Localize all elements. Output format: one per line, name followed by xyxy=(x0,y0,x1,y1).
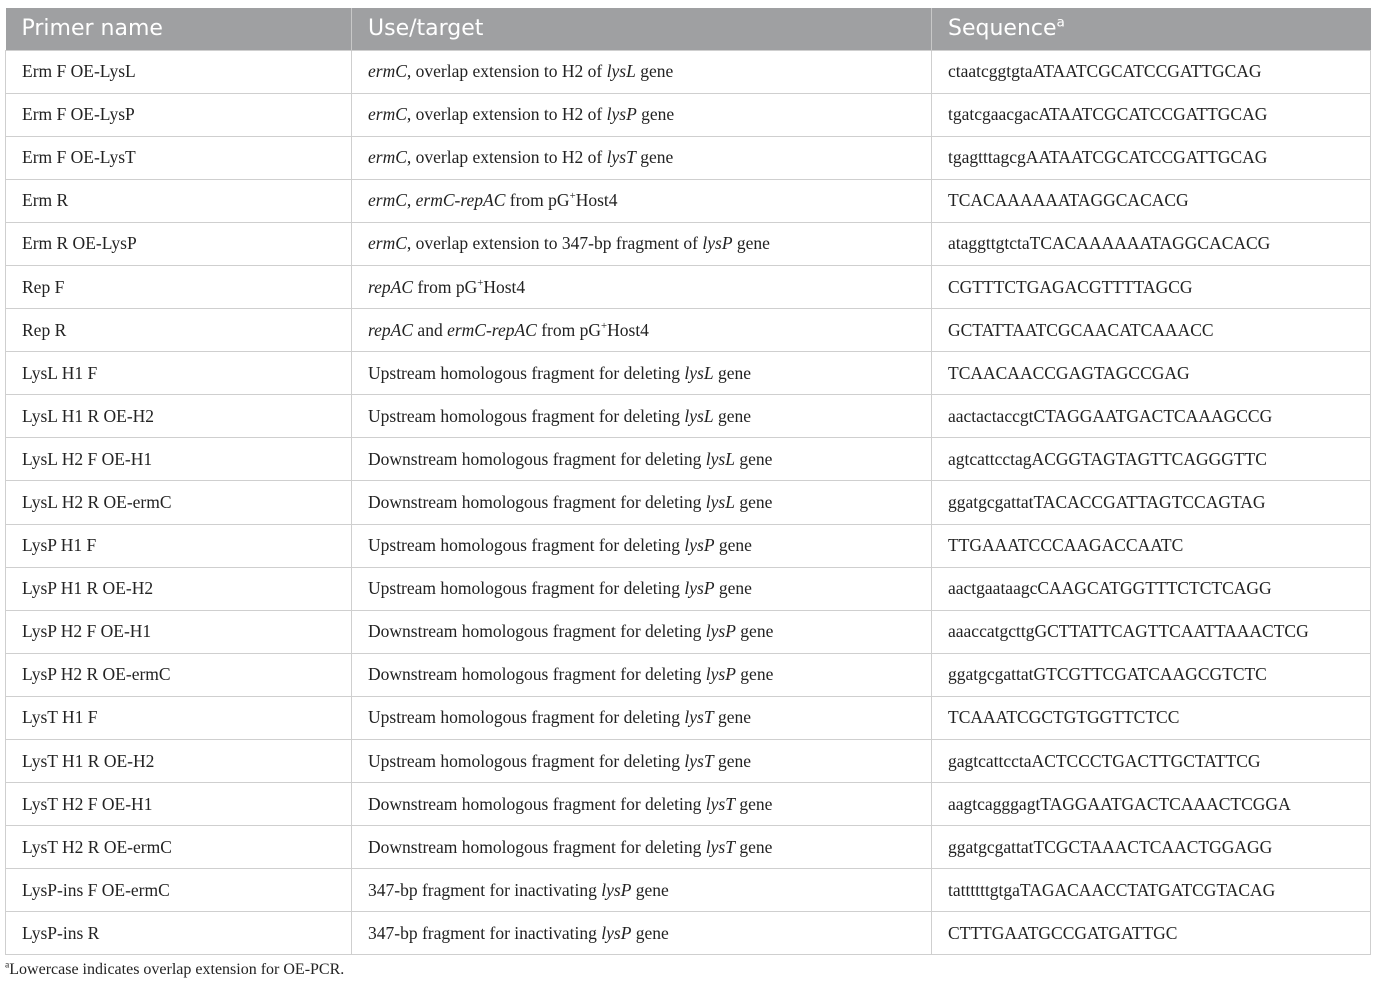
table-row xyxy=(6,50,1371,93)
use-text: Upstream homologous fragment for deleting xyxy=(368,362,685,383)
table-row xyxy=(6,567,1371,610)
use-text: and xyxy=(413,319,448,340)
use-target-cell xyxy=(352,395,932,438)
use-text: gene xyxy=(636,104,675,125)
use-text: Upstream homologous fragment for deleting xyxy=(368,535,685,556)
use-text: gene xyxy=(713,405,751,426)
gene-name-italic: lysL xyxy=(684,405,714,426)
header-use-target xyxy=(352,8,932,50)
header-primer-name xyxy=(6,8,352,50)
sequence-cell: aactgaataagcCAAGCATGGTTTCTCTCAGG xyxy=(932,567,1371,610)
primer-name-cell: LysT H1 F xyxy=(6,696,352,739)
use-target-cell xyxy=(352,610,932,653)
use-text: gene xyxy=(714,578,752,599)
gene-name-italic: lysT xyxy=(684,750,714,771)
gene-name-italic: ermC xyxy=(368,233,407,254)
use-text: gene xyxy=(734,836,773,857)
table-row xyxy=(6,309,1371,352)
use-text: Downstream homologous fragment for deleting xyxy=(368,793,706,814)
footnote-marker: a xyxy=(5,959,10,971)
table-row xyxy=(6,352,1371,395)
table-row xyxy=(6,136,1371,179)
use-target-cell xyxy=(352,783,932,826)
table-row xyxy=(6,438,1371,481)
use-text: gene xyxy=(734,448,773,469)
use-text: gene xyxy=(735,621,774,642)
use-text: , overlap extension to H2 of xyxy=(406,61,607,82)
sequence-cell: TCAACAACCGAGTAGCCGAG xyxy=(932,352,1371,395)
use-target-cell xyxy=(352,352,932,395)
primer-name-cell: LysP-ins F OE-ermC xyxy=(6,869,352,912)
use-target-cell xyxy=(352,826,932,869)
sequence-cell: tattttttgtgaTAGACAACCTATGATCGTACAG xyxy=(932,869,1371,912)
primer-name-cell: Erm R xyxy=(6,179,352,222)
gene-name-italic: lysP xyxy=(705,621,736,642)
sequence-cell: ggatgcgattatGTCGTTCGATCAAGCGTCTC xyxy=(932,653,1371,696)
gene-name-italic: lysT xyxy=(684,707,714,728)
primer-name-cell: LysP H1 R OE-H2 xyxy=(6,567,352,610)
use-target-cell xyxy=(352,696,932,739)
use-target-cell xyxy=(352,50,932,93)
gene-name-italic: lysP xyxy=(702,233,733,254)
use-text: Downstream homologous fragment for deleting xyxy=(368,664,706,685)
table-row xyxy=(6,179,1371,222)
use-target-cell xyxy=(352,653,932,696)
superscript: + xyxy=(601,319,608,332)
gene-name-italic: ermC-repAC xyxy=(447,319,537,340)
gene-name-italic: lysP xyxy=(606,104,637,125)
sequence-cell: CGTTTCTGAGACGTTTTAGCG xyxy=(932,265,1371,308)
superscript: + xyxy=(477,276,484,289)
header-use-target-label: Use/target xyxy=(368,16,484,42)
table-row xyxy=(6,395,1371,438)
use-text: Host4 xyxy=(483,276,526,297)
use-target-cell xyxy=(352,567,932,610)
use-target-cell xyxy=(352,136,932,179)
primer-name-cell: Erm R OE-LysP xyxy=(6,222,352,265)
use-text: , xyxy=(406,190,416,211)
use-text: Downstream homologous fragment for deleting xyxy=(368,491,706,512)
sequence-cell: ggatgcgattatTCGCTAAACTCAACTGGAGG xyxy=(932,826,1371,869)
use-target-cell xyxy=(352,869,932,912)
gene-name-italic: lysT xyxy=(705,836,735,857)
gene-name-italic: lysP xyxy=(684,535,715,556)
sequence-cell: aaaccatgcttgGCTTATTCAGTTCAATTAAACTCG xyxy=(932,610,1371,653)
use-text: gene xyxy=(631,922,669,943)
sequence-cell: aactactaccgtCTAGGAATGACTCAAAGCCG xyxy=(932,395,1371,438)
use-text: Upstream homologous fragment for deleting xyxy=(368,405,685,426)
primer-table xyxy=(5,8,1371,955)
table-row xyxy=(6,265,1371,308)
sequence-cell: CTTTGAATGCCGATGATTGC xyxy=(932,912,1371,955)
use-text: Host4 xyxy=(575,190,618,211)
primer-name-cell: Rep F xyxy=(6,265,352,308)
sequence-cell: agtcattcctagACGGTAGTAGTTCAGGGTTC xyxy=(932,438,1371,481)
use-target-cell xyxy=(352,265,932,308)
header-primer-name-label: Primer name xyxy=(21,16,163,42)
gene-name-italic: repAC xyxy=(368,319,414,340)
gene-name-italic: lysP xyxy=(601,879,632,900)
primer-name-cell: Erm F OE-LysL xyxy=(6,50,352,93)
use-text: gene xyxy=(713,750,751,771)
table-row xyxy=(6,610,1371,653)
use-text: Upstream homologous fragment for deleting xyxy=(368,707,685,728)
sequence-cell: GCTATTAATCGCAACATCAAACC xyxy=(932,309,1371,352)
use-text: gene xyxy=(635,147,674,168)
sequence-cell: TCAAATCGCTGTGGTTCTCC xyxy=(932,696,1371,739)
use-text: 347-bp fragment for inactivating xyxy=(368,879,602,900)
sequence-cell: ataggttgtctaTCACAAAAAATAGGCACACG xyxy=(932,222,1371,265)
primer-name-cell: Rep R xyxy=(6,309,352,352)
table-row xyxy=(6,740,1371,783)
sequence-cell: tgagtttagcgAATAATCGCATCCGATTGCAG xyxy=(932,136,1371,179)
table-body xyxy=(6,50,1371,955)
gene-name-italic: lysL xyxy=(705,491,735,512)
use-text: from pG xyxy=(505,190,570,211)
primer-name-cell: LysT H2 F OE-H1 xyxy=(6,783,352,826)
use-text: gene xyxy=(732,233,770,254)
gene-name-italic: lysL xyxy=(705,448,735,469)
use-text: Downstream homologous fragment for deleting xyxy=(368,621,706,642)
sequence-cell: ggatgcgattatTACACCGATTAGTCCAGTAG xyxy=(932,481,1371,524)
use-target-cell xyxy=(352,93,932,136)
use-text: gene xyxy=(735,664,774,685)
table-header-row xyxy=(6,8,1371,50)
header-sequence-label: Sequence xyxy=(948,16,1057,42)
primer-name-cell: LysL H2 F OE-H1 xyxy=(6,438,352,481)
use-text: from pG xyxy=(413,276,478,297)
table-row xyxy=(6,912,1371,955)
table-row xyxy=(6,826,1371,869)
gene-name-italic: lysP xyxy=(705,664,736,685)
use-text: from pG xyxy=(536,319,601,340)
use-text: , overlap extension to 347-bp fragment of xyxy=(406,233,703,254)
primer-name-cell: LysL H1 F xyxy=(6,352,352,395)
use-text: gene xyxy=(635,61,674,82)
use-target-cell xyxy=(352,179,932,222)
gene-name-italic: lysT xyxy=(705,793,735,814)
use-text: gene xyxy=(734,491,773,512)
table-row xyxy=(6,93,1371,136)
gene-name-italic: ermC-repAC xyxy=(415,190,506,211)
sequence-cell: TCACAAAAAATAGGCACACG xyxy=(932,179,1371,222)
header-sequence xyxy=(932,8,1371,50)
gene-name-italic: ermC xyxy=(368,61,407,82)
use-target-cell xyxy=(352,524,932,567)
footnote-text: Lowercase indicates overlap extension for OE-PCR. xyxy=(9,961,345,978)
use-text: gene xyxy=(713,362,751,383)
primer-name-cell: LysL H2 R OE-ermC xyxy=(6,481,352,524)
use-text: Downstream homologous fragment for deleting xyxy=(368,448,706,469)
gene-name-italic: repAC xyxy=(368,276,414,297)
use-target-cell xyxy=(352,481,932,524)
use-text: gene xyxy=(714,535,752,556)
use-text: gene xyxy=(631,879,669,900)
use-text: 347-bp fragment for inactivating xyxy=(368,922,602,943)
primer-name-cell: Erm F OE-LysP xyxy=(6,93,352,136)
primer-table-container xyxy=(5,8,1370,955)
table-row xyxy=(6,481,1371,524)
use-text: Upstream homologous fragment for deleting xyxy=(368,750,685,771)
primer-name-cell: Erm F OE-LysT xyxy=(6,136,352,179)
primer-name-cell: LysT H1 R OE-H2 xyxy=(6,740,352,783)
use-target-cell xyxy=(352,912,932,955)
use-target-cell xyxy=(352,740,932,783)
sequence-cell: TTGAAATCCCAAGACCAATC xyxy=(932,524,1371,567)
use-text: Host4 xyxy=(607,319,649,340)
use-target-cell xyxy=(352,222,932,265)
table-row xyxy=(6,653,1371,696)
primer-name-cell: LysP H1 F xyxy=(6,524,352,567)
table-row xyxy=(6,869,1371,912)
use-text: , overlap extension to H2 of xyxy=(406,147,607,168)
table-row xyxy=(6,783,1371,826)
use-text: Upstream homologous fragment for deleting xyxy=(368,578,685,599)
table-row xyxy=(6,696,1371,739)
gene-name-italic: ermC xyxy=(368,104,407,125)
use-target-cell xyxy=(352,438,932,481)
gene-name-italic: ermC xyxy=(368,190,407,211)
primer-name-cell: LysT H2 R OE-ermC xyxy=(6,826,352,869)
use-text: gene xyxy=(713,707,751,728)
sequence-cell: tgatcgaacgacATAATCGCATCCGATTGCAG xyxy=(932,93,1371,136)
use-text: gene xyxy=(734,793,773,814)
superscript: + xyxy=(569,190,576,203)
gene-name-italic: lysL xyxy=(606,61,636,82)
use-text: , overlap extension to H2 of xyxy=(406,104,607,125)
sequence-cell: aagtcagggagtTAGGAATGACTCAAACTCGGA xyxy=(932,783,1371,826)
table-row xyxy=(6,524,1371,567)
table-footnote xyxy=(5,961,344,979)
primer-name-cell: LysP-ins R xyxy=(6,912,352,955)
table-row xyxy=(6,222,1371,265)
primer-name-cell: LysP H2 F OE-H1 xyxy=(6,610,352,653)
use-target-cell xyxy=(352,309,932,352)
use-text: Downstream homologous fragment for deleting xyxy=(368,836,706,857)
primer-name-cell: LysL H1 R OE-H2 xyxy=(6,395,352,438)
gene-name-italic: lysP xyxy=(684,578,715,599)
gene-name-italic: lysL xyxy=(684,362,714,383)
sequence-cell: gagtcattcctaACTCCCTGACTTGCTATTCG xyxy=(932,740,1371,783)
gene-name-italic: lysT xyxy=(606,147,636,168)
primer-name-cell: LysP H2 R OE-ermC xyxy=(6,653,352,696)
gene-name-italic: lysP xyxy=(601,922,632,943)
sequence-cell: ctaatcggtgtaATAATCGCATCCGATTGCAG xyxy=(932,50,1371,93)
gene-name-italic: ermC xyxy=(368,147,407,168)
header-sequence-footnote-marker: a xyxy=(1056,14,1065,31)
